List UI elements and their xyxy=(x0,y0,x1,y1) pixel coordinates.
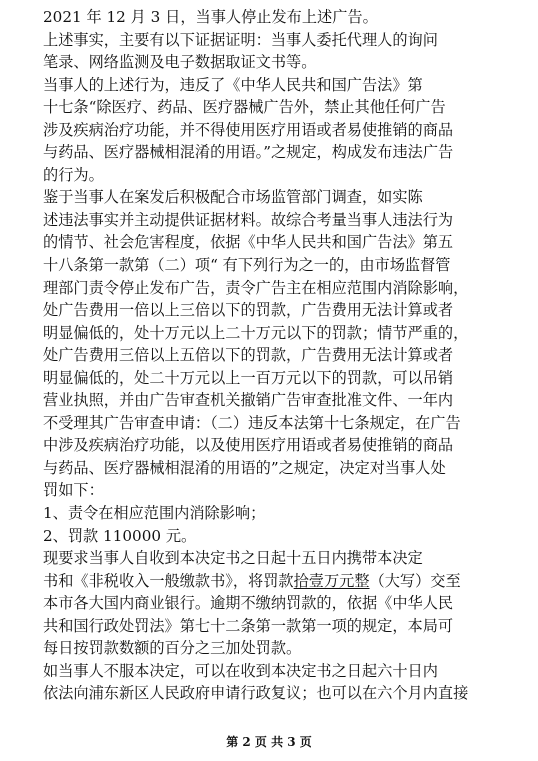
paragraph-line: 2021 年 12 月 3 日，当事人停止发布上述广告。 xyxy=(43,8,378,26)
paragraph-line: 上述事实，主要有以下证据证明：当事人委托代理人的询问 xyxy=(43,30,438,49)
paragraph-line: 依法向浦东新区人民政府申请行政复议；也可以在六个月内直接 xyxy=(43,684,469,703)
paragraph-line: 与药品、医疗器械相混淆的用语。”之规定，构成发布违法广告 xyxy=(43,143,454,162)
paragraph-line: 罚如下： xyxy=(43,481,104,500)
paragraph-line: 本市各大国内商业银行。逾期不缴纳罚款的，依据《中华人民 xyxy=(43,594,454,613)
paragraph-line: 鉴于当事人在案发后积极配合市场监管部门调查，如实陈 xyxy=(43,188,423,207)
paragraph-line: 的行为。 xyxy=(43,165,104,184)
fine-amount-words: 拾壹万元整 xyxy=(293,571,370,590)
paragraph-line: 涉及疾病治疗功能，并不得使用医疗用语或者易使推销的商品 xyxy=(43,120,454,139)
paragraph-line: 1、责令在相应范围内消除影响； xyxy=(43,504,266,523)
paragraph-line: 处广告费用一倍以上三倍以下的罚款，广告费用无法计算或者 xyxy=(43,301,454,320)
paragraph-line: 不受理其广告审查申请：（二）违反本法第十七条规定，在广告 xyxy=(43,413,461,432)
paragraph-line: 共和国行政处罚法》第七十二条第一款第一项的规定，本局可 xyxy=(43,616,454,635)
paragraph-line: 营业执照，并由广告审查机关撤销广告审查批准文件、一年内 xyxy=(43,391,454,410)
paragraph-line: 明显偏低的，处二十万元以上一百万元以下的罚款，可以吊销 xyxy=(43,368,454,387)
paragraph-line: 当事人的上述行为，违反了《中华人民共和国广告法》第 xyxy=(43,75,423,94)
paragraph-line: 理部门责令停止发布广告，责令广告主在相应范围内消除影响， xyxy=(43,278,469,297)
paragraph-line: 处广告费用三倍以上五倍以下的罚款，广告费用无法计算或者 xyxy=(43,346,454,365)
paragraph-line xyxy=(43,570,513,593)
paragraph-line: 十八条第一款第（二）项“ 有下列行为之一的，由市场监督管 xyxy=(43,256,451,275)
paragraph-line: 述违法事实并主动提供证据材料。故综合考量当事人违法行为 xyxy=(43,210,454,229)
paragraph-line: 与药品、医疗器械相混淆的用语的”之规定，决定对当事人处 xyxy=(43,458,446,477)
document-body xyxy=(43,6,513,705)
line-segment: 书和《非税收入一般缴款书》，将罚款 xyxy=(43,571,294,590)
page-number-footer: 第 2 页 共 3 页 xyxy=(226,735,312,749)
paragraph-line: 的情节、社会危害程度，依据《中华人民共和国广告法》第五 xyxy=(43,233,454,252)
paragraph-line: 如当事人不服本决定，可以在收到本决定书之日起六十日内 xyxy=(43,661,438,680)
paragraph-line: 每日按罚款数额的百分之三加处罚款。 xyxy=(43,639,302,658)
paragraph-line: 2、罚款 110000 元。 xyxy=(43,526,197,545)
line-segment: （大写）交至 xyxy=(369,571,461,590)
paragraph-line: 现要求当事人自收到本决定书之日起十五日内携带本决定 xyxy=(43,549,423,568)
paragraph-line: 明显偏低的，处十万元以上二十万元以下的罚款；情节严重的， xyxy=(43,323,469,342)
paragraph-line: 十七条“除医疗、药品、医疗器械广告外，禁止其他任何广告 xyxy=(43,98,446,117)
paragraph-line: 中涉及疾病治疗功能，以及使用医疗用语或者易使推销的商品 xyxy=(43,436,454,455)
paragraph-line: 笔录、网络监测及电子数据取证文书等。 xyxy=(43,53,317,72)
